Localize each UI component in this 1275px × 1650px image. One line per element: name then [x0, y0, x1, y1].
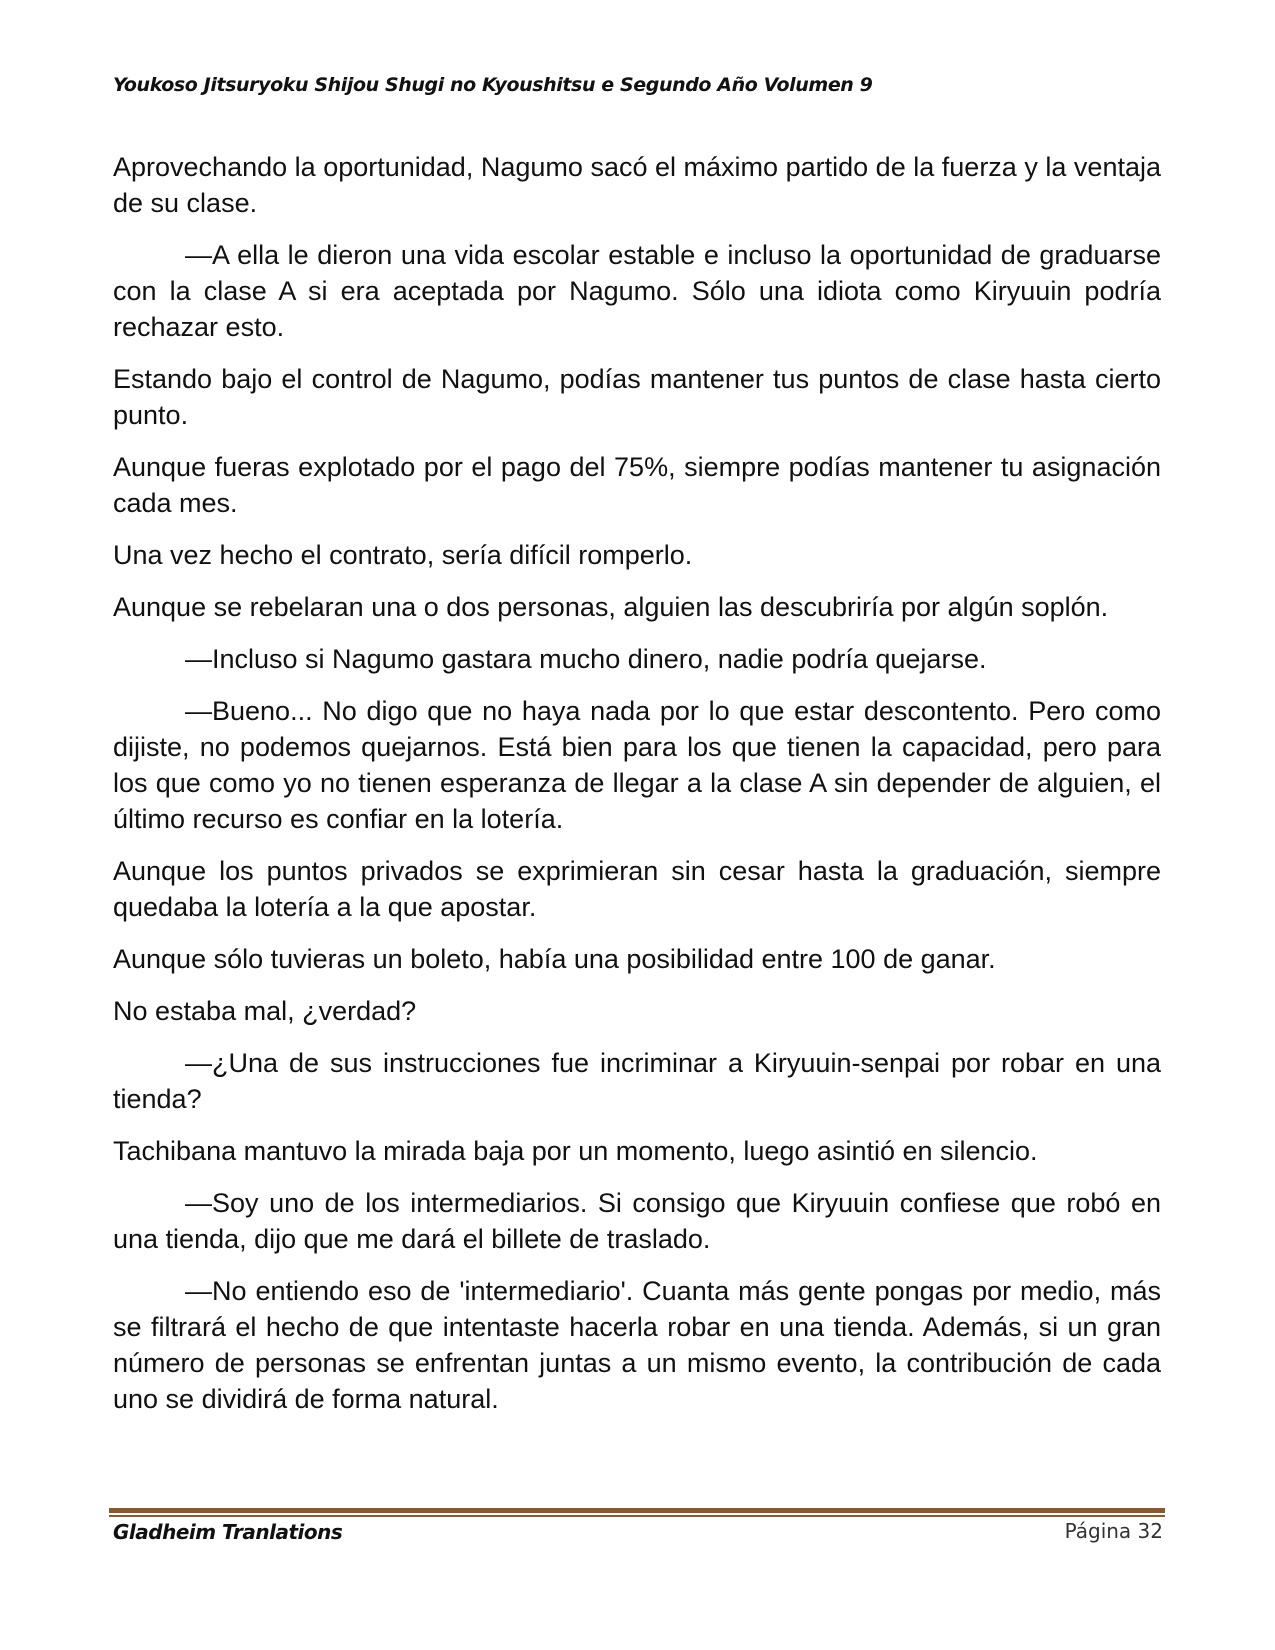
page-number: 32	[1137, 1519, 1163, 1543]
page-number-block	[1065, 1519, 1163, 1543]
paragraph-8: —Bueno... No digo que no haya nada por lo que estar descontento. Pero como dijiste, no podemos quejarnos. Está bien para los que tienen la capacidad, pero para los que como yo no tienen esperanza de llegar a la clase A sin depender de alguien, el último recurso es confiar en la lotería.	[113, 696, 1161, 834]
paragraph-4: Aunque fueras explotado por el pago del 75%, siempre podías mantener tu asignación cada mes.	[113, 452, 1161, 518]
paragraph-15: —No entiendo eso de 'intermediario'. Cuanta más gente pongas por medio, más se filtrará el hecho de que intentaste hacerla robar en una tienda. Además, si un gran número de personas se enfrentan juntas a un mismo evento, la contribución de cada uno se dividirá de forma natural.	[113, 1276, 1161, 1414]
paragraph-2: —A ella le dieron una vida escolar estable e incluso la oportunidad de graduarse con la clase A si era aceptada por Nagumo. Sólo una idiota como Kiryuuin podría rechazar esto.	[113, 240, 1161, 342]
footer-divider-thin	[109, 1515, 1165, 1517]
paragraph-14: —Soy uno de los intermediarios. Si consigo que Kiryuuin confiese que robó en una tienda, dijo que me dará el billete de traslado.	[113, 1188, 1161, 1254]
footer-credit: Gladheim Tranlations	[113, 1520, 343, 1544]
page-label: Página	[1064, 1519, 1132, 1543]
paragraph-3: Estando bajo el control de Nagumo, podías mantener tus puntos de clase hasta cierto punto.	[113, 364, 1161, 430]
paragraph-11: No estaba mal, ¿verdad?	[113, 996, 417, 1026]
paragraph-9: Aunque los puntos privados se exprimieran sin cesar hasta la graduación, siempre quedaba la lotería a la que apostar.	[113, 856, 1161, 922]
paragraph-5: Una vez hecho el contrato, sería difícil romperlo.	[113, 540, 693, 570]
paragraph-7: —Incluso si Nagumo gastara mucho dinero, nadie podría quejarse.	[185, 644, 987, 674]
paragraph-1: Aprovechando la oportunidad, Nagumo sacó el máximo partido de la fuerza y la ventaja de su clase.	[113, 152, 1161, 218]
running-header: Youkoso Jitsuryoku Shijou Shugi no Kyoushitsu e Segundo Año Volumen 9	[113, 74, 873, 96]
paragraph-6: Aunque se rebelaran una o dos personas, alguien las descubriría por algún soplón.	[113, 592, 1109, 622]
paragraph-13: Tachibana mantuvo la mirada baja por un momento, luego asintió en silencio.	[113, 1136, 1038, 1166]
footer-divider	[109, 1508, 1165, 1517]
footer-divider-thick	[109, 1508, 1165, 1513]
paragraph-12: —¿Una de sus instrucciones fue incriminar a Kiryuuin-senpai por robar en una tienda?	[113, 1048, 1161, 1114]
page-body	[113, 149, 1161, 1433]
paragraph-10: Aunque sólo tuvieras un boleto, había una posibilidad entre 100 de ganar.	[113, 944, 996, 974]
